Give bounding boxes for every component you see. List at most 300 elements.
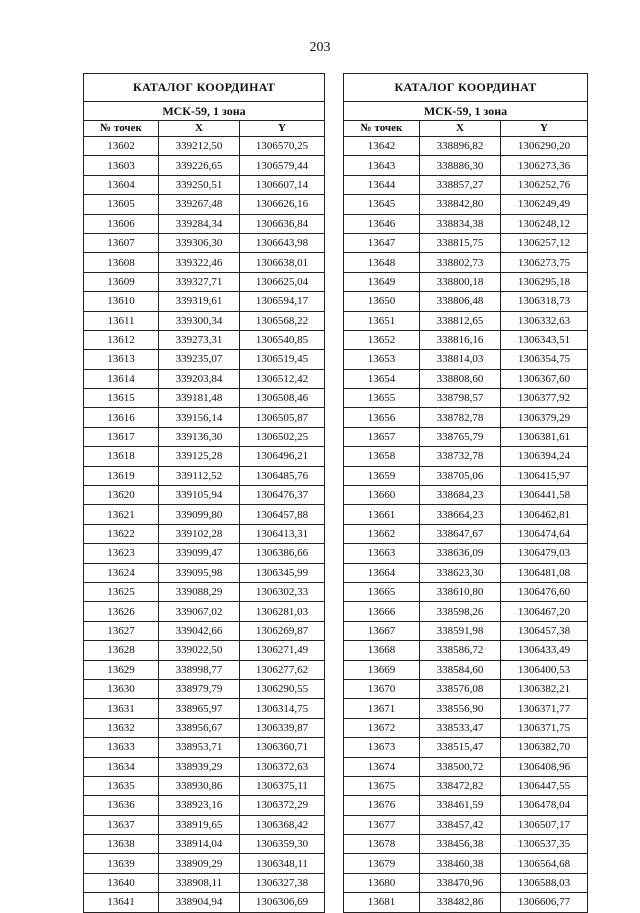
x-coordinate-cell: 339125,28: [159, 447, 240, 466]
x-coordinate-cell: 339067,02: [159, 602, 240, 621]
x-coordinate-cell: 339095,98: [159, 563, 240, 582]
point-number-cell: 13639: [84, 854, 159, 873]
y-coordinate-cell: 1306379,29: [501, 408, 588, 427]
x-coordinate-cell: 338647,67: [420, 524, 501, 543]
point-number-cell: 13617: [84, 427, 159, 446]
y-coordinate-cell: 1306375,11: [240, 776, 325, 795]
table-row: [84, 602, 325, 621]
y-coordinate-cell: 1306478,04: [501, 796, 588, 815]
y-coordinate-cell: 1306371,77: [501, 699, 588, 718]
table-row: [344, 602, 588, 621]
point-number-cell: 13651: [344, 311, 420, 330]
y-coordinate-cell: 1306476,60: [501, 582, 588, 601]
point-number-cell: 13652: [344, 330, 420, 349]
x-coordinate-cell: 339181,48: [159, 389, 240, 408]
x-coordinate-cell: 338591,98: [420, 621, 501, 640]
x-coordinate-cell: 339306,30: [159, 233, 240, 252]
y-coordinate-cell: 1306332,63: [501, 311, 588, 330]
x-coordinate-cell: 339212,50: [159, 137, 240, 156]
y-coordinate-cell: 1306290,55: [240, 679, 325, 698]
table-row: [344, 718, 588, 737]
point-number-cell: 13650: [344, 292, 420, 311]
x-coordinate-cell: 338684,23: [420, 486, 501, 505]
table-row: [344, 757, 588, 776]
x-coordinate-cell: 338998,77: [159, 660, 240, 679]
table-row: [344, 253, 588, 272]
y-coordinate-cell: 1306318,73: [501, 292, 588, 311]
table-body: [84, 137, 325, 913]
table-row: [84, 796, 325, 815]
x-coordinate-cell: 339088,29: [159, 582, 240, 601]
point-number-cell: 13640: [84, 873, 159, 892]
y-coordinate-cell: 1306343,51: [501, 330, 588, 349]
point-number-cell: 13621: [84, 505, 159, 524]
x-coordinate-cell: 339099,80: [159, 505, 240, 524]
y-coordinate-cell: 1306462,81: [501, 505, 588, 524]
point-number-cell: 13667: [344, 621, 420, 640]
table-row: [84, 486, 325, 505]
point-number-cell: 13664: [344, 563, 420, 582]
table-row: [344, 776, 588, 795]
table-row: [84, 369, 325, 388]
table-row: [344, 893, 588, 912]
y-coordinate-cell: 1306476,37: [240, 486, 325, 505]
y-coordinate-cell: 1306295,18: [501, 272, 588, 291]
x-coordinate-cell: 339203,84: [159, 369, 240, 388]
point-number-cell: 13647: [344, 233, 420, 252]
y-coordinate-cell: 1306638,01: [240, 253, 325, 272]
y-coordinate-cell: 1306441,58: [501, 486, 588, 505]
y-coordinate-cell: 1306502,25: [240, 427, 325, 446]
y-coordinate-cell: 1306367,60: [501, 369, 588, 388]
y-coordinate-cell: 1306277,62: [240, 660, 325, 679]
x-coordinate-cell: 338456,38: [420, 835, 501, 854]
table-row: [344, 796, 588, 815]
x-coordinate-cell: 338834,38: [420, 214, 501, 233]
y-coordinate-cell: 1306273,36: [501, 156, 588, 175]
point-number-cell: 13635: [84, 776, 159, 795]
table-row: [344, 524, 588, 543]
y-coordinate-cell: 1306281,03: [240, 602, 325, 621]
x-coordinate-cell: 338636,09: [420, 544, 501, 563]
x-coordinate-cell: 339267,48: [159, 195, 240, 214]
table-row: [344, 544, 588, 563]
x-coordinate-cell: 338610,80: [420, 582, 501, 601]
point-number-cell: 13626: [84, 602, 159, 621]
point-number-cell: 13622: [84, 524, 159, 543]
table-row: [344, 156, 588, 175]
point-number-cell: 13613: [84, 350, 159, 369]
catalog-title: КАТАЛОГ КООРДИНАТ: [84, 74, 325, 102]
point-number-cell: 13636: [84, 796, 159, 815]
point-number-cell: 13646: [344, 214, 420, 233]
x-coordinate-cell: 339319,61: [159, 292, 240, 311]
column-header-y: Y: [501, 121, 588, 137]
table-row: [84, 311, 325, 330]
point-number-cell: 13625: [84, 582, 159, 601]
y-coordinate-cell: 1306382,21: [501, 679, 588, 698]
x-coordinate-cell: 339156,14: [159, 408, 240, 427]
x-coordinate-cell: 338782,78: [420, 408, 501, 427]
x-coordinate-cell: 338979,79: [159, 679, 240, 698]
table-row: [84, 776, 325, 795]
x-coordinate-cell: 338482,86: [420, 893, 501, 912]
x-coordinate-cell: 339105,94: [159, 486, 240, 505]
point-number-cell: 13623: [84, 544, 159, 563]
y-coordinate-cell: 1306474,64: [501, 524, 588, 543]
x-coordinate-cell: 338814,03: [420, 350, 501, 369]
point-number-cell: 13620: [84, 486, 159, 505]
y-coordinate-cell: 1306433,49: [501, 641, 588, 660]
table-row: [84, 815, 325, 834]
table-row: [84, 505, 325, 524]
table-row: [84, 854, 325, 873]
column-header-point-number: № точек: [84, 121, 159, 137]
y-coordinate-cell: 1306457,38: [501, 621, 588, 640]
table-row: [84, 195, 325, 214]
table-row: [344, 447, 588, 466]
point-number-cell: 13654: [344, 369, 420, 388]
x-coordinate-cell: 338914,04: [159, 835, 240, 854]
point-number-cell: 13653: [344, 350, 420, 369]
x-coordinate-cell: 338556,90: [420, 699, 501, 718]
y-coordinate-cell: 1306479,03: [501, 544, 588, 563]
y-coordinate-cell: 1306606,77: [501, 893, 588, 912]
table-row: [84, 873, 325, 892]
x-coordinate-cell: 338800,18: [420, 272, 501, 291]
table-row: [344, 563, 588, 582]
catalog-title: КАТАЛОГ КООРДИНАТ: [344, 74, 588, 102]
table-row: [84, 524, 325, 543]
column-header-x: X: [159, 121, 240, 137]
point-number-cell: 13679: [344, 854, 420, 873]
x-coordinate-cell: 339226,65: [159, 156, 240, 175]
x-coordinate-cell: 338598,26: [420, 602, 501, 621]
x-coordinate-cell: 338576,08: [420, 679, 501, 698]
point-number-cell: 13603: [84, 156, 159, 175]
y-coordinate-cell: 1306505,87: [240, 408, 325, 427]
table-row: [344, 699, 588, 718]
x-coordinate-cell: 338812,65: [420, 311, 501, 330]
x-coordinate-cell: 338765,79: [420, 427, 501, 446]
point-number-cell: 13665: [344, 582, 420, 601]
x-coordinate-cell: 338533,47: [420, 718, 501, 737]
point-number-cell: 13627: [84, 621, 159, 640]
x-coordinate-cell: 338664,23: [420, 505, 501, 524]
y-coordinate-cell: 1306345,99: [240, 563, 325, 582]
x-coordinate-cell: 339250,51: [159, 175, 240, 194]
point-number-cell: 13680: [344, 873, 420, 892]
table-row: [344, 330, 588, 349]
x-coordinate-cell: 338806,48: [420, 292, 501, 311]
table-row: [84, 447, 325, 466]
x-coordinate-cell: 338802,73: [420, 253, 501, 272]
table-row: [344, 660, 588, 679]
point-number-cell: 13645: [344, 195, 420, 214]
point-number-cell: 13648: [344, 253, 420, 272]
point-number-cell: 13641: [84, 893, 159, 912]
point-number-cell: 13615: [84, 389, 159, 408]
x-coordinate-cell: 339273,31: [159, 330, 240, 349]
x-coordinate-cell: 338457,42: [420, 815, 501, 834]
x-coordinate-cell: 338460,38: [420, 854, 501, 873]
point-number-cell: 13677: [344, 815, 420, 834]
y-coordinate-cell: 1306269,87: [240, 621, 325, 640]
point-number-cell: 13655: [344, 389, 420, 408]
table-row: [344, 195, 588, 214]
x-coordinate-cell: 339284,34: [159, 214, 240, 233]
coordinate-system-label: МСК-59, 1 зона: [84, 102, 325, 121]
x-coordinate-cell: 338472,82: [420, 776, 501, 795]
page-number: 203: [309, 40, 331, 55]
x-coordinate-cell: 338908,11: [159, 873, 240, 892]
y-coordinate-cell: 1306457,88: [240, 505, 325, 524]
table-row: [84, 679, 325, 698]
table-row: [84, 835, 325, 854]
point-number-cell: 13668: [344, 641, 420, 660]
table-row: [84, 330, 325, 349]
y-coordinate-cell: 1306467,20: [501, 602, 588, 621]
y-coordinate-cell: 1306302,33: [240, 582, 325, 601]
y-coordinate-cell: 1306485,76: [240, 466, 325, 485]
table-row: [84, 272, 325, 291]
table-row: [84, 718, 325, 737]
point-number-cell: 13670: [344, 679, 420, 698]
column-header-y: Y: [240, 121, 325, 137]
point-number-cell: 13630: [84, 679, 159, 698]
table-row: [84, 757, 325, 776]
x-coordinate-cell: 339322,46: [159, 253, 240, 272]
x-coordinate-cell: 338886,30: [420, 156, 501, 175]
y-coordinate-cell: 1306447,55: [501, 776, 588, 795]
table-row: [84, 156, 325, 175]
x-coordinate-cell: 338798,57: [420, 389, 501, 408]
point-number-cell: 13610: [84, 292, 159, 311]
table-row: [344, 233, 588, 252]
y-coordinate-cell: 1306381,61: [501, 427, 588, 446]
point-number-cell: 13618: [84, 447, 159, 466]
y-coordinate-cell: 1306508,46: [240, 389, 325, 408]
table-row: [84, 389, 325, 408]
point-number-cell: 13661: [344, 505, 420, 524]
table-row: [344, 137, 588, 156]
x-coordinate-cell: 338732,78: [420, 447, 501, 466]
table-row: [84, 582, 325, 601]
table-row: [84, 466, 325, 485]
table-row: [344, 873, 588, 892]
table-body: [344, 137, 588, 913]
coordinate-catalog-table-right: [343, 73, 588, 913]
table-row: [344, 175, 588, 194]
table-row: [344, 641, 588, 660]
table-row: [344, 486, 588, 505]
y-coordinate-cell: 1306314,75: [240, 699, 325, 718]
point-number-cell: 13604: [84, 175, 159, 194]
point-number-cell: 13609: [84, 272, 159, 291]
point-number-cell: 13637: [84, 815, 159, 834]
x-coordinate-cell: 338815,75: [420, 233, 501, 252]
table-row: [344, 427, 588, 446]
point-number-cell: 13606: [84, 214, 159, 233]
point-number-cell: 13614: [84, 369, 159, 388]
table-row: [344, 292, 588, 311]
x-coordinate-cell: 339102,28: [159, 524, 240, 543]
point-number-cell: 13602: [84, 137, 159, 156]
y-coordinate-cell: 1306408,96: [501, 757, 588, 776]
table-row: [344, 738, 588, 757]
table-row: [84, 563, 325, 582]
x-coordinate-cell: 338857,27: [420, 175, 501, 194]
column-header-point-number: № точек: [344, 121, 420, 137]
point-number-cell: 13656: [344, 408, 420, 427]
y-coordinate-cell: 1306579,44: [240, 156, 325, 175]
x-coordinate-cell: 338909,29: [159, 854, 240, 873]
y-coordinate-cell: 1306290,20: [501, 137, 588, 156]
table-row: [84, 214, 325, 233]
y-coordinate-cell: 1306360,71: [240, 738, 325, 757]
y-coordinate-cell: 1306368,42: [240, 815, 325, 834]
point-number-cell: 13644: [344, 175, 420, 194]
x-coordinate-cell: 338816,16: [420, 330, 501, 349]
y-coordinate-cell: 1306348,11: [240, 854, 325, 873]
x-coordinate-cell: 338461,59: [420, 796, 501, 815]
y-coordinate-cell: 1306372,63: [240, 757, 325, 776]
x-coordinate-cell: 338470,96: [420, 873, 501, 892]
y-coordinate-cell: 1306636,84: [240, 214, 325, 233]
y-coordinate-cell: 1306327,38: [240, 873, 325, 892]
point-number-cell: 13674: [344, 757, 420, 776]
point-number-cell: 13642: [344, 137, 420, 156]
y-coordinate-cell: 1306382,70: [501, 738, 588, 757]
x-coordinate-cell: 339136,30: [159, 427, 240, 446]
y-coordinate-cell: 1306371,75: [501, 718, 588, 737]
x-coordinate-cell: 339235,07: [159, 350, 240, 369]
y-coordinate-cell: 1306248,12: [501, 214, 588, 233]
y-coordinate-cell: 1306306,69: [240, 893, 325, 912]
table-row: [84, 292, 325, 311]
x-coordinate-cell: 338842,80: [420, 195, 501, 214]
table-row: [344, 466, 588, 485]
y-coordinate-cell: 1306568,22: [240, 311, 325, 330]
x-coordinate-cell: 338584,60: [420, 660, 501, 679]
x-coordinate-cell: 338956,67: [159, 718, 240, 737]
table-row: [84, 233, 325, 252]
y-coordinate-cell: 1306354,75: [501, 350, 588, 369]
point-number-cell: 13663: [344, 544, 420, 563]
y-coordinate-cell: 1306394,24: [501, 447, 588, 466]
y-coordinate-cell: 1306537,35: [501, 835, 588, 854]
x-coordinate-cell: 338930,86: [159, 776, 240, 795]
y-coordinate-cell: 1306257,12: [501, 233, 588, 252]
table-row: [84, 621, 325, 640]
table-row: [344, 835, 588, 854]
point-number-cell: 13632: [84, 718, 159, 737]
y-coordinate-cell: 1306252,76: [501, 175, 588, 194]
table-row: [84, 544, 325, 563]
table-row: [344, 369, 588, 388]
y-coordinate-cell: 1306481,08: [501, 563, 588, 582]
x-coordinate-cell: 339022,50: [159, 641, 240, 660]
y-coordinate-cell: 1306643,98: [240, 233, 325, 252]
y-coordinate-cell: 1306507,17: [501, 815, 588, 834]
point-number-cell: 13660: [344, 486, 420, 505]
x-coordinate-cell: 338808,60: [420, 369, 501, 388]
point-number-cell: 13633: [84, 738, 159, 757]
x-coordinate-cell: 338919,65: [159, 815, 240, 834]
x-coordinate-cell: 338500,72: [420, 757, 501, 776]
point-number-cell: 13605: [84, 195, 159, 214]
x-coordinate-cell: 338965,97: [159, 699, 240, 718]
point-number-cell: 13624: [84, 563, 159, 582]
table-row: [84, 699, 325, 718]
point-number-cell: 13612: [84, 330, 159, 349]
point-number-cell: 13681: [344, 893, 420, 912]
table-row: [84, 253, 325, 272]
y-coordinate-cell: 1306339,87: [240, 718, 325, 737]
y-coordinate-cell: 1306273,75: [501, 253, 588, 272]
table-row: [344, 389, 588, 408]
point-number-cell: 13658: [344, 447, 420, 466]
y-coordinate-cell: 1306496,21: [240, 447, 325, 466]
table-row: [344, 350, 588, 369]
table-row: [84, 893, 325, 912]
table-row: [84, 408, 325, 427]
table-row: [84, 427, 325, 446]
table-row: [84, 738, 325, 757]
table-row: [344, 505, 588, 524]
point-number-cell: 13669: [344, 660, 420, 679]
y-coordinate-cell: 1306271,49: [240, 641, 325, 660]
y-coordinate-cell: 1306570,25: [240, 137, 325, 156]
x-coordinate-cell: 338623,30: [420, 563, 501, 582]
point-number-cell: 13649: [344, 272, 420, 291]
y-coordinate-cell: 1306564,68: [501, 854, 588, 873]
point-number-cell: 13675: [344, 776, 420, 795]
point-number-cell: 13672: [344, 718, 420, 737]
y-coordinate-cell: 1306372,29: [240, 796, 325, 815]
point-number-cell: 13611: [84, 311, 159, 330]
table-row: [344, 621, 588, 640]
table-row: [344, 272, 588, 291]
y-coordinate-cell: 1306588,03: [501, 873, 588, 892]
table-row: [84, 641, 325, 660]
coordinate-system-label: МСК-59, 1 зона: [344, 102, 588, 121]
y-coordinate-cell: 1306512,42: [240, 369, 325, 388]
table-row: [344, 311, 588, 330]
point-number-cell: 13678: [344, 835, 420, 854]
x-coordinate-cell: 338586,72: [420, 641, 501, 660]
point-number-cell: 13676: [344, 796, 420, 815]
table-row: [344, 408, 588, 427]
point-number-cell: 13608: [84, 253, 159, 272]
y-coordinate-cell: 1306386,66: [240, 544, 325, 563]
column-header-x: X: [420, 121, 501, 137]
x-coordinate-cell: 338923,16: [159, 796, 240, 815]
table-row: [84, 350, 325, 369]
x-coordinate-cell: 339099,47: [159, 544, 240, 563]
y-coordinate-cell: 1306626,16: [240, 195, 325, 214]
y-coordinate-cell: 1306540,85: [240, 330, 325, 349]
y-coordinate-cell: 1306249,49: [501, 195, 588, 214]
x-coordinate-cell: 338904,94: [159, 893, 240, 912]
point-number-cell: 13629: [84, 660, 159, 679]
table-row: [344, 214, 588, 233]
table-row: [84, 175, 325, 194]
coordinate-catalog-table-left: [83, 73, 325, 913]
point-number-cell: 13638: [84, 835, 159, 854]
table-row: [84, 660, 325, 679]
point-number-cell: 13616: [84, 408, 159, 427]
